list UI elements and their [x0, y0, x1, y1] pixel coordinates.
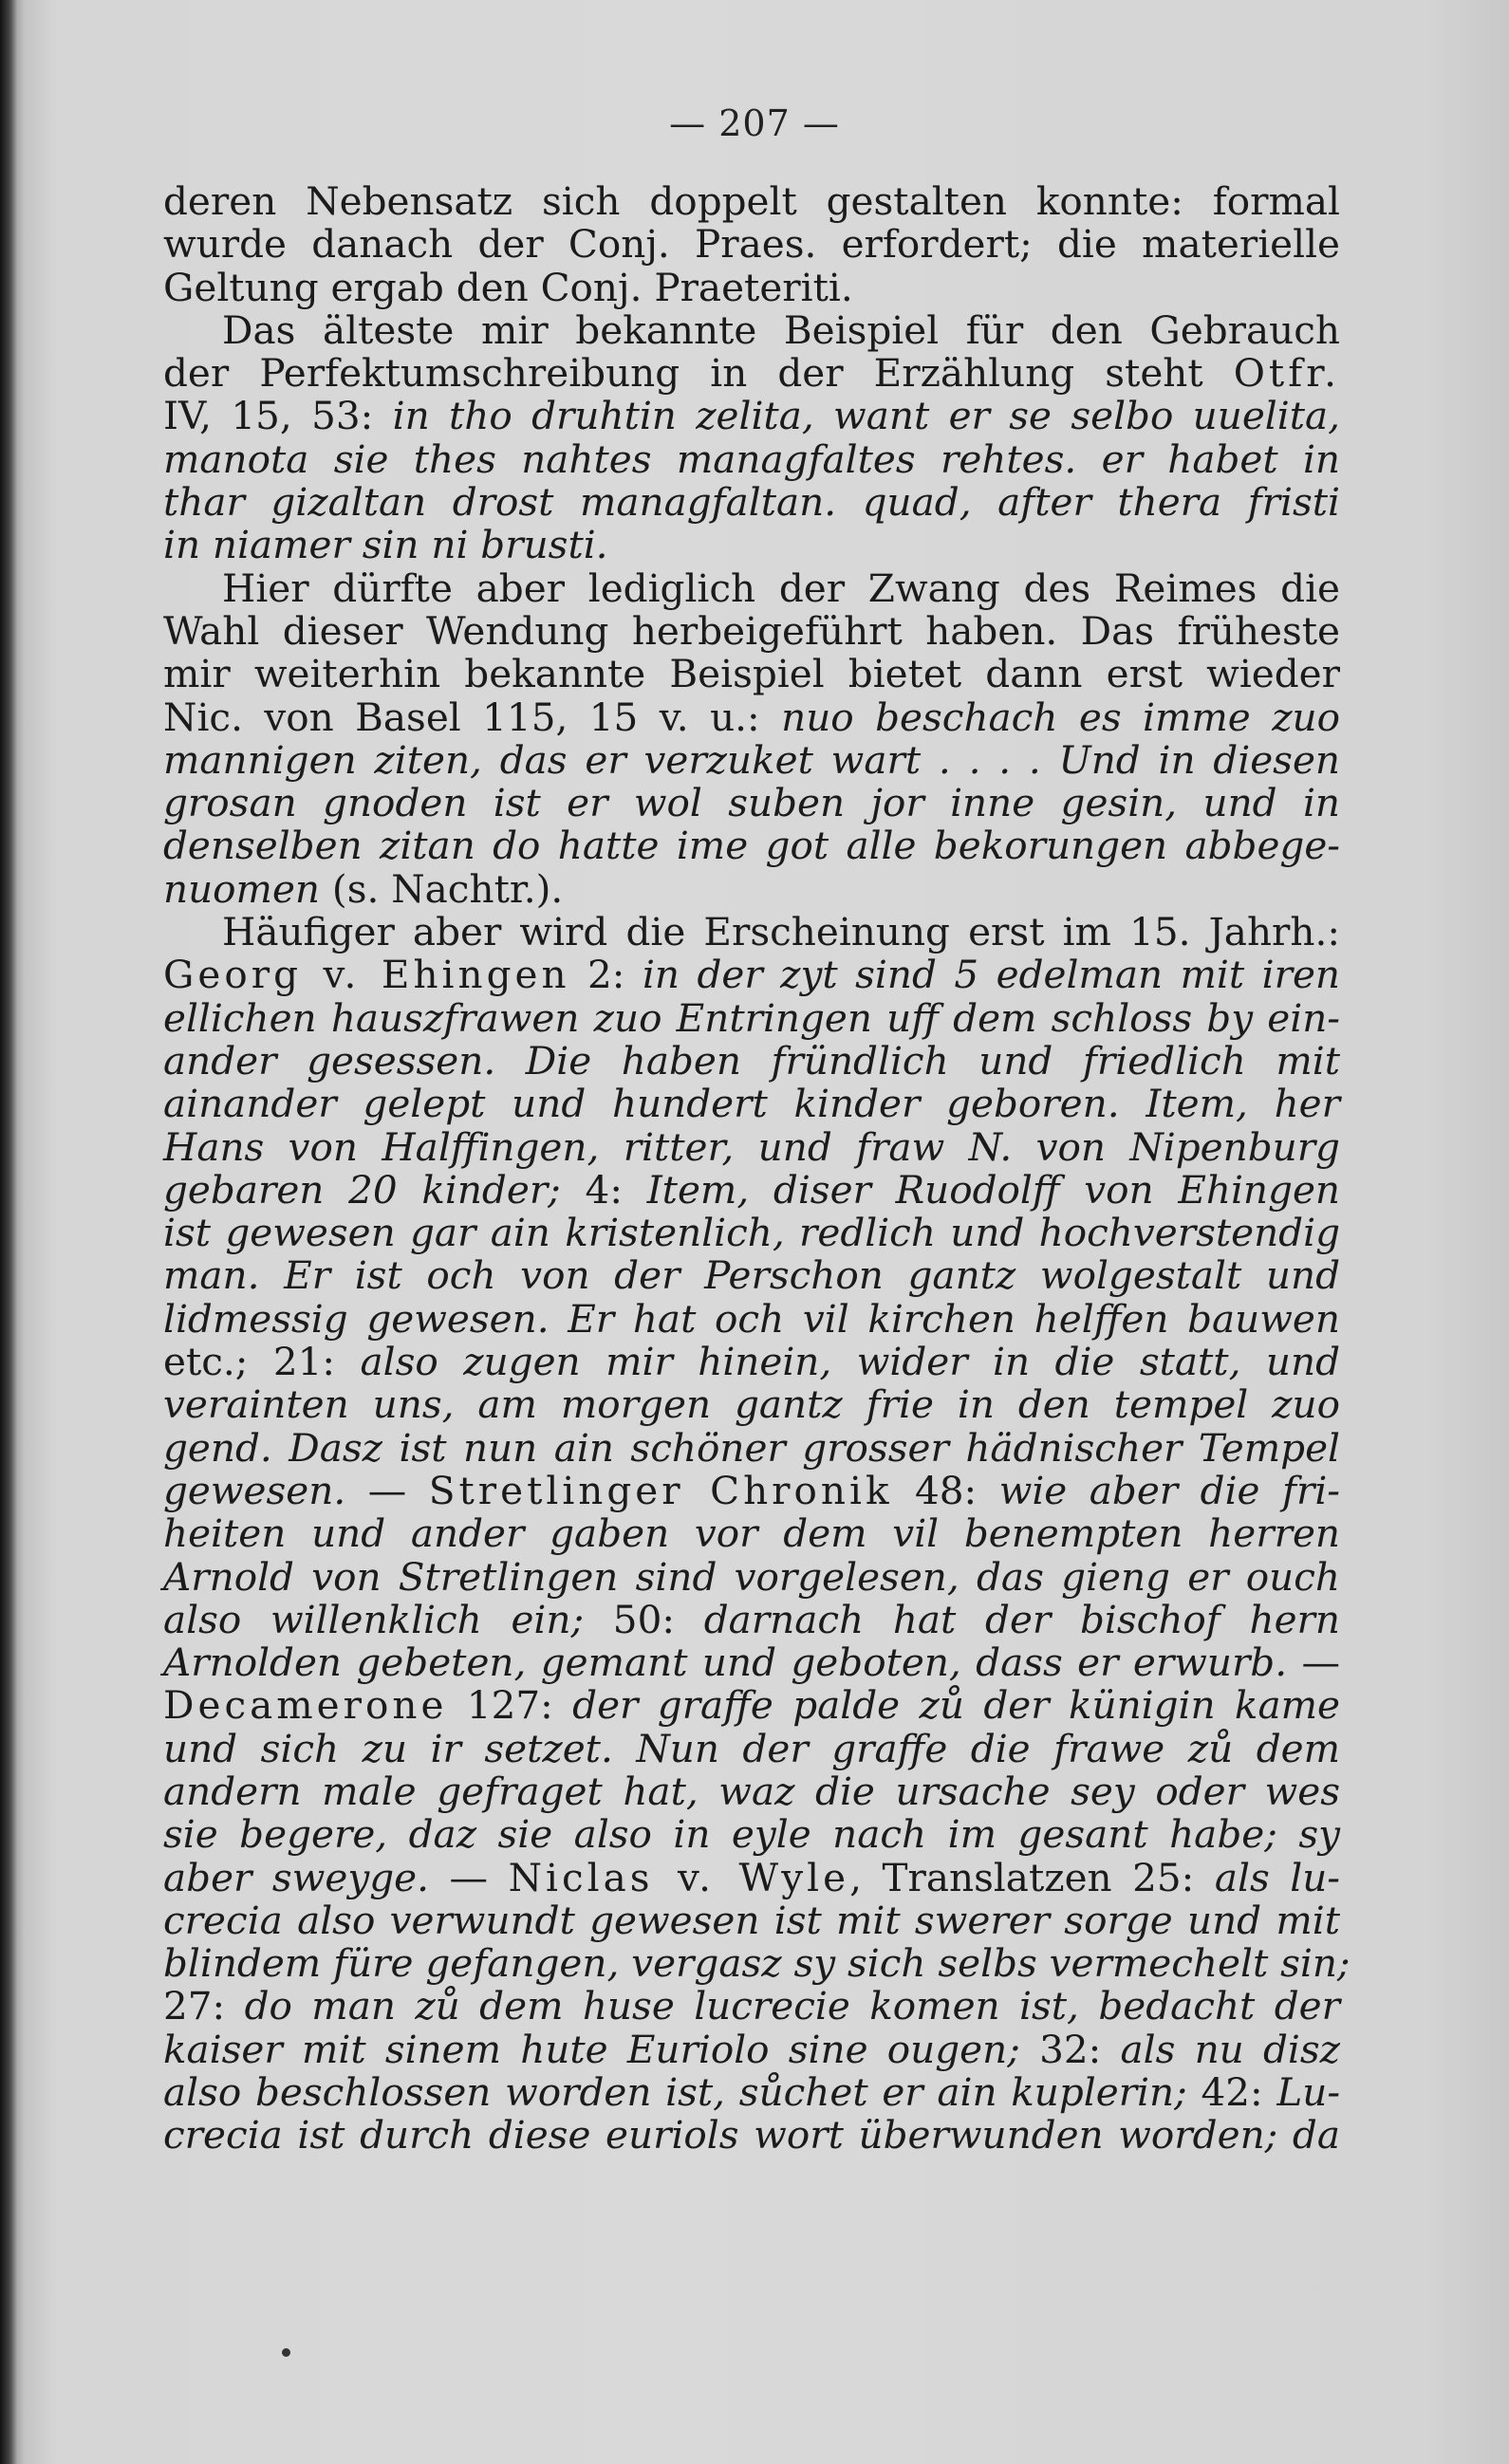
italic-quote: ellichen hauszfrawen zuo Entringen uff dem schloss by ein- [163, 994, 1340, 1041]
italic-quote: ist gewesen gar ain kristenlich, redlich und hochverstendig [163, 1210, 1340, 1256]
italic-quote: crecia ist durch diese euriols wort überwunden worden; da [163, 2112, 1340, 2158]
text-run: 4: [560, 1166, 647, 1213]
text-run: Hier dürfte aber lediglich der Zwang des Reimes die [222, 565, 1340, 611]
ink-speck [282, 2348, 290, 2357]
italic-quote: man. Er ist och von der Perschon gantz wolgestalt und [163, 1252, 1340, 1299]
text-line [163, 696, 1340, 739]
text-line [163, 306, 1340, 353]
italic-quote: mannigen ziten, das er verzuket wart . . . . Und in diesen [163, 736, 1340, 783]
text-run: 127: [447, 1682, 573, 1729]
italic-quote: Arnold von Stretlingen sind vorgelesen, das gieng er ouch [163, 1553, 1340, 1600]
text-run: 48: [892, 1467, 999, 1513]
text-run: Häufiger aber wird die Erscheinung erst im 15. Jahrh.: [222, 909, 1340, 955]
italic-quote: thar gizaltan drost managfaltan. quad, after thera fristi [163, 479, 1340, 526]
text-line [163, 911, 1340, 954]
italic-quote: Lu- [1276, 2069, 1341, 2116]
italic-quote: sie begere, daz sie also in eyle nach im gesant habe; sy [163, 1811, 1340, 1858]
italic-quote: und sich zu ir setzet. Nun der graffe die frawe zů dem [163, 1725, 1340, 1771]
italic-quote: also willenklich ein; [163, 1596, 585, 1642]
text-line [163, 1123, 1340, 1170]
text-line [163, 1854, 1340, 1900]
italic-quote: gend. Dasz ist nun ain schöner grosser hädnischer Tempel [163, 1424, 1340, 1471]
text-line [163, 524, 1340, 566]
italic-quote: nuo beschach es imme zuo [781, 694, 1340, 740]
text-line [163, 1641, 1340, 1684]
text-line [163, 435, 1340, 482]
italic-quote: als lu- [1214, 1854, 1340, 1900]
italic-quote: ander gesessen. Die haben fründlich und friedlich mit [163, 1037, 1340, 1084]
italic-quote: Hans von Halffingen, ritter, und fraw N. von Nipenburg [163, 1123, 1340, 1170]
text-run: — [429, 1854, 509, 1900]
italic-quote: kaiser mit sinem hute Euriolo sine ougen; [163, 2026, 1020, 2072]
text-line [163, 1512, 1340, 1555]
text-line [163, 180, 1340, 223]
spaced-source-name: Niclas v. Wyle [508, 1854, 850, 1900]
italic-quote: grosan gnoden ist er wol suben jor inne gesin, und in [163, 780, 1340, 826]
text-run: Das älteste mir bekannte Beispiel für den Gebrauch [222, 306, 1340, 353]
italic-quote: in der zyt sind 5 edelman mit iren [642, 952, 1340, 998]
italic-quote: andern male gefraget hat, waz die ursache sey oder wes [163, 1768, 1340, 1814]
text-run: 27: [163, 1983, 245, 2029]
spaced-source-name: Stretlinger Chronik [428, 1467, 893, 1513]
italic-quote: do man zů dem huse lucrecie komen ist, bedacht der [244, 1983, 1340, 2029]
text-line [163, 264, 1340, 310]
body-text [163, 178, 1351, 2158]
text-line [163, 1813, 1340, 1856]
text-line [163, 2114, 1340, 2157]
text-line [163, 481, 1340, 524]
text-line [163, 223, 1340, 266]
italic-quote: als nu disz [1120, 2026, 1340, 2072]
text-line [163, 395, 1340, 437]
text-run: (s. Nachtr.). [320, 865, 564, 912]
italic-quote: verainten uns, am morgen gantz frie in den tempel zuo [163, 1381, 1340, 1428]
text-line [163, 1424, 1340, 1471]
text-line [163, 567, 1340, 610]
text-run: IV, 15, 53: [163, 393, 393, 439]
text-line [163, 1985, 1340, 2028]
text-line [163, 1684, 1340, 1727]
text-line [163, 1037, 1340, 1084]
italic-quote: heiten und ander gaben vor dem vil benempten herren [163, 1510, 1340, 1557]
text-line [163, 1770, 1340, 1813]
italic-quote: in tho druhtin zelita, want er se selbo uuelita, [392, 393, 1341, 439]
text-line [163, 994, 1340, 1041]
text-line [163, 653, 1340, 695]
text-run: der Perfektumschreibung in der Erzählung steht [163, 350, 1234, 397]
italic-quote: der graffe palde zů der künigin kame [572, 1682, 1340, 1729]
text-line [163, 1383, 1340, 1426]
text-line [163, 1725, 1340, 1771]
text-run: Geltung ergab den Conj. Praeteriti. [163, 264, 853, 310]
text-line [163, 1596, 1340, 1642]
text-run: 42: [1186, 2069, 1277, 2116]
page-number: — 207 — [669, 102, 840, 144]
text-run: 2: [569, 952, 643, 998]
text-line [163, 1212, 1340, 1254]
text-line [163, 607, 1340, 654]
spaced-source-name: Otfr. [1233, 350, 1340, 397]
spaced-source-name: Georg v. Ehingen [163, 952, 570, 998]
italic-quote: blindem füre gefangen, vergasz sy sich selbs vermechelt sin; [163, 1940, 1351, 1987]
italic-quote: also zugen mir hinein, wider in die statt, und [360, 1339, 1340, 1385]
text-line [163, 1899, 1340, 1942]
text-line [163, 2026, 1340, 2072]
italic-quote: in niamer sin ni brusti. [163, 522, 608, 568]
text-run: etc.; 21: [163, 1339, 361, 1385]
text-line [163, 736, 1340, 783]
text-run: — [345, 1467, 429, 1513]
italic-quote: crecia also verwundt gewesen ist mit swerer sorge und mit [163, 1897, 1340, 1943]
text-line [163, 352, 1340, 395]
text-line [163, 1166, 1340, 1213]
spaced-source-name: Decamerone [163, 1682, 448, 1729]
text-run: — [1287, 1640, 1340, 1686]
text-line [163, 1940, 1351, 1987]
italic-quote: wie aber die fri- [998, 1467, 1340, 1513]
italic-quote: Item, diser Ruodolff von Ehingen [646, 1166, 1340, 1213]
text-run: mir weiterhin bekannte Beispiel bietet dann erst wieder [163, 651, 1340, 697]
text-line [163, 1295, 1340, 1342]
text-line [163, 1254, 1340, 1297]
text-run: 32: [1019, 2026, 1121, 2072]
italic-quote: gewesen. [163, 1467, 346, 1513]
italic-quote: darnach hat der bischof hern [703, 1596, 1340, 1642]
italic-quote: gebaren 20 kinder; [163, 1166, 561, 1213]
text-run: wurde danach der Conj. Praes. erfordert; die materielle [163, 221, 1340, 268]
text-line [163, 865, 1340, 912]
italic-quote: manota sie thes nahtes managfaltes rehtes. er habet in [163, 435, 1340, 482]
italic-quote: denselben zitan do hatte ime got alle bekorungen abbege- [163, 823, 1340, 869]
text-run: , Translatzen 25: [849, 1854, 1215, 1900]
italic-quote: also beschlossen worden ist, sůchet er ain kuplerin; [163, 2069, 1187, 2116]
text-run: deren Nebensatz sich doppelt gestalten konnte: formal [163, 178, 1340, 224]
italic-quote: Arnolden gebeten, gemant und geboten, dass er erwurb. [163, 1640, 1288, 1686]
text-line [163, 1467, 1340, 1513]
italic-quote: aber sweyge. [163, 1854, 429, 1900]
text-run: Wahl dieser Wendung herbeigeführt haben. Das früheste [163, 607, 1340, 654]
italic-quote: lidmessig gewesen. Er hat och vil kirchen helffen bauwen [163, 1295, 1340, 1342]
text-line [163, 954, 1340, 996]
text-line [163, 824, 1340, 867]
text-line [163, 2071, 1340, 2114]
italic-quote: nuomen [163, 865, 321, 912]
italic-quote: ainander gelept und hundert kinder geboren. Item, her [163, 1081, 1340, 1127]
page-binding-edge [0, 0, 17, 2464]
text-line [163, 782, 1340, 824]
text-line [163, 1083, 1340, 1125]
text-line [163, 1341, 1340, 1383]
text-run: 50: [584, 1596, 704, 1642]
text-run: Nic. von Basel 115, 15 v. u.: [163, 694, 782, 740]
text-line [163, 1553, 1340, 1600]
